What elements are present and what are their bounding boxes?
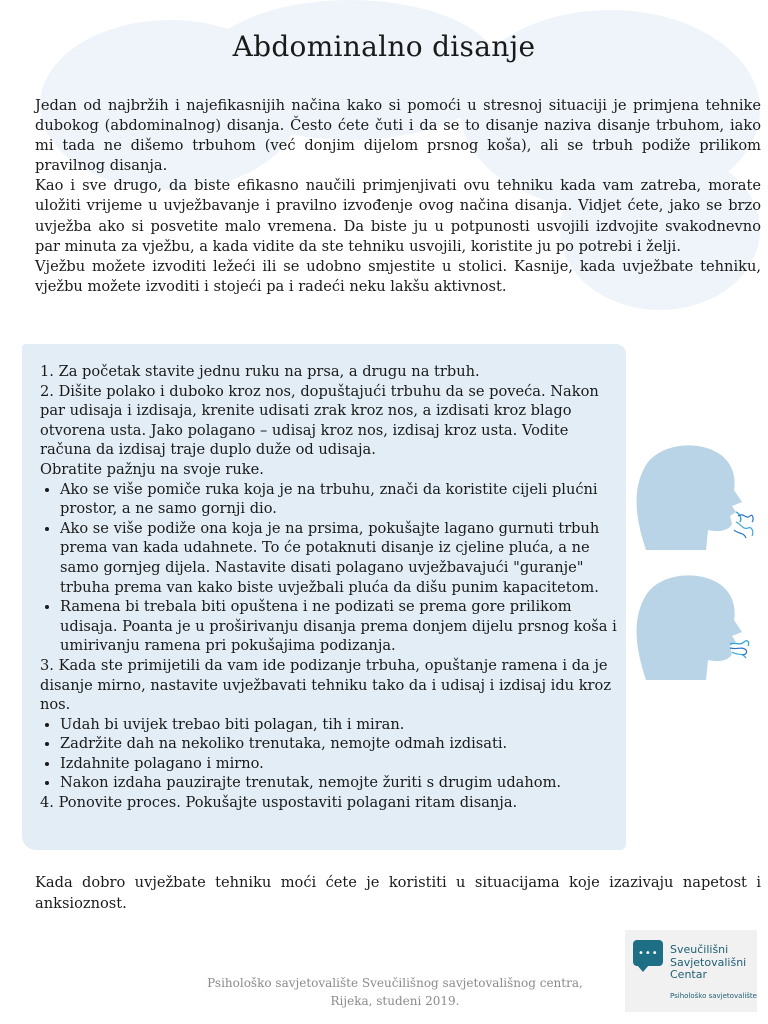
step-3: 3. Kada ste primijetili da vam ide podizanje trbuha, opuštanje ramena i da je disanje mirno, nastavite uvježbavati tehniku tako da i udisaj i izdisaj idu kroz nos. [40, 656, 612, 714]
logo-text [670, 944, 756, 982]
instructions-list [40, 362, 630, 813]
step-2-bullets [40, 480, 620, 656]
intro-paragraph: Vježbu možete izvoditi ležeći ili se udobno smjestite u stolici. Kasnije, kada uvježbate tehniku, vježbu možete izvoditi i stojeći pa i radeći neku lakšu aktivnost. [35, 257, 761, 295]
footer-line: Psihološko savjetovalište Sveučilišnog savjetovališnog centra, [207, 976, 583, 990]
logo-line: Sveučilišni [670, 943, 729, 956]
step-2-note: Obratite pažnju na svoje ruke. [40, 460, 264, 478]
exhale-head-illustration [626, 440, 756, 560]
list-item: • Ako se više podiže ona koja je na prsima, pokušajte lagano gurnuti trbuh prema van kada udahnete. To će potaknuti disanje iz cjeline pluća, a ne samo gornjeg dijela. Nastavite disati polagano uvježbavajući "guranje" trbuha prema van kako biste uvježbali pluća da dišu punim kapacitetom. [60, 519, 620, 597]
intro-paragraph: Jedan od najbržih i najefikasnijih načina kako si pomoći u stresnoj situaciji je primjena tehnike dubokog (abdominalnog) disanja. Često ćete čuti i da se to disanje naziva disanje trbuhom, iako mi tada ne dišemo trbuhom (već donjim dijelom prsnog koša), ali se trbuh podiže prilikom pravilnog disanja. [35, 97, 761, 175]
logo-subtitle: Psihološko savjetovalište [670, 992, 757, 1000]
inhale-head-illustration [626, 570, 756, 690]
page-title: Abdominalno disanje [232, 30, 536, 63]
list-item: • Ako se više pomiče ruka koja je na trbuhu, znači da koristite cijeli plućni prostor, a ne samo gornji dio. [60, 480, 620, 519]
list-item: • Ramena bi trebala biti opuštena i ne podizati se prema gore prilikom udisaja. Poanta je u proširivanju disanja prema donjem dijelu prsnog koša i umirivanju ramena pri pokušajima podizanja. [60, 597, 620, 656]
ellipsis-icon: ••• [638, 948, 659, 959]
intro-paragraph: Kao i sve drugo, da biste efikasno naučili primjenjivati ovu tehniku kada vam zatreba, morate uložiti vrijeme u uvježbavanje i pravilno izvođenje ovog načina disanja. Vidjet ćete, jako se brzo uvježba ako si posvetite malo vremena. Da biste ju u potpunosti usvojili izdvojite svakodnevno par minuta za vježbu, a kada vidite da ste tehniku usvojili, koristite ju po potrebi i želji. [35, 177, 761, 255]
logo-line: Savjetovališni [670, 955, 747, 969]
footer-line: Rijeka, studeni 2019. [330, 994, 460, 1008]
step-1: 1. Za početak stavite jednu ruku na prsa, a drugu na trbuh. [40, 363, 480, 380]
logo [625, 930, 757, 1012]
list-item: • Zadržite dah na nekoliko trenutaka, nemojte odmah izdisati. [60, 734, 630, 754]
logo-line: Centar [670, 968, 707, 981]
intro-text [35, 96, 761, 297]
list-item: • Udah bi uvijek trebao biti polagan, tih i miran. [60, 715, 630, 735]
list-item: • Izdahnite polagano i mirno. [60, 754, 630, 774]
step-3-bullets [40, 715, 630, 793]
step-4: 4. Ponovite proces. Pokušajte uspostaviti polagani ritam disanja. [40, 794, 518, 812]
footer [150, 974, 640, 1010]
closing-text: Kada dobro uvježbate tehniku moći ćete je koristiti u situacijama koje izazivaju napetost i anksioznost. [35, 874, 761, 912]
list-item: • Nakon izdaha pauzirajte trenutak, nemojte žuriti s drugim udahom. [60, 773, 630, 793]
step-2: 2. Dišite polako i duboko kroz nos, dopuštajući trbuhu da se poveća. Nakon par udisaja i izdisaja, krenite udisati zrak kroz nos, a izdisati kroz blago otvorena usta. Jako polagano – udisaj kroz nos, izdisaj kroz usta. Vodite računa da izdisaj traje duplo duže od udisaja. [40, 382, 599, 459]
